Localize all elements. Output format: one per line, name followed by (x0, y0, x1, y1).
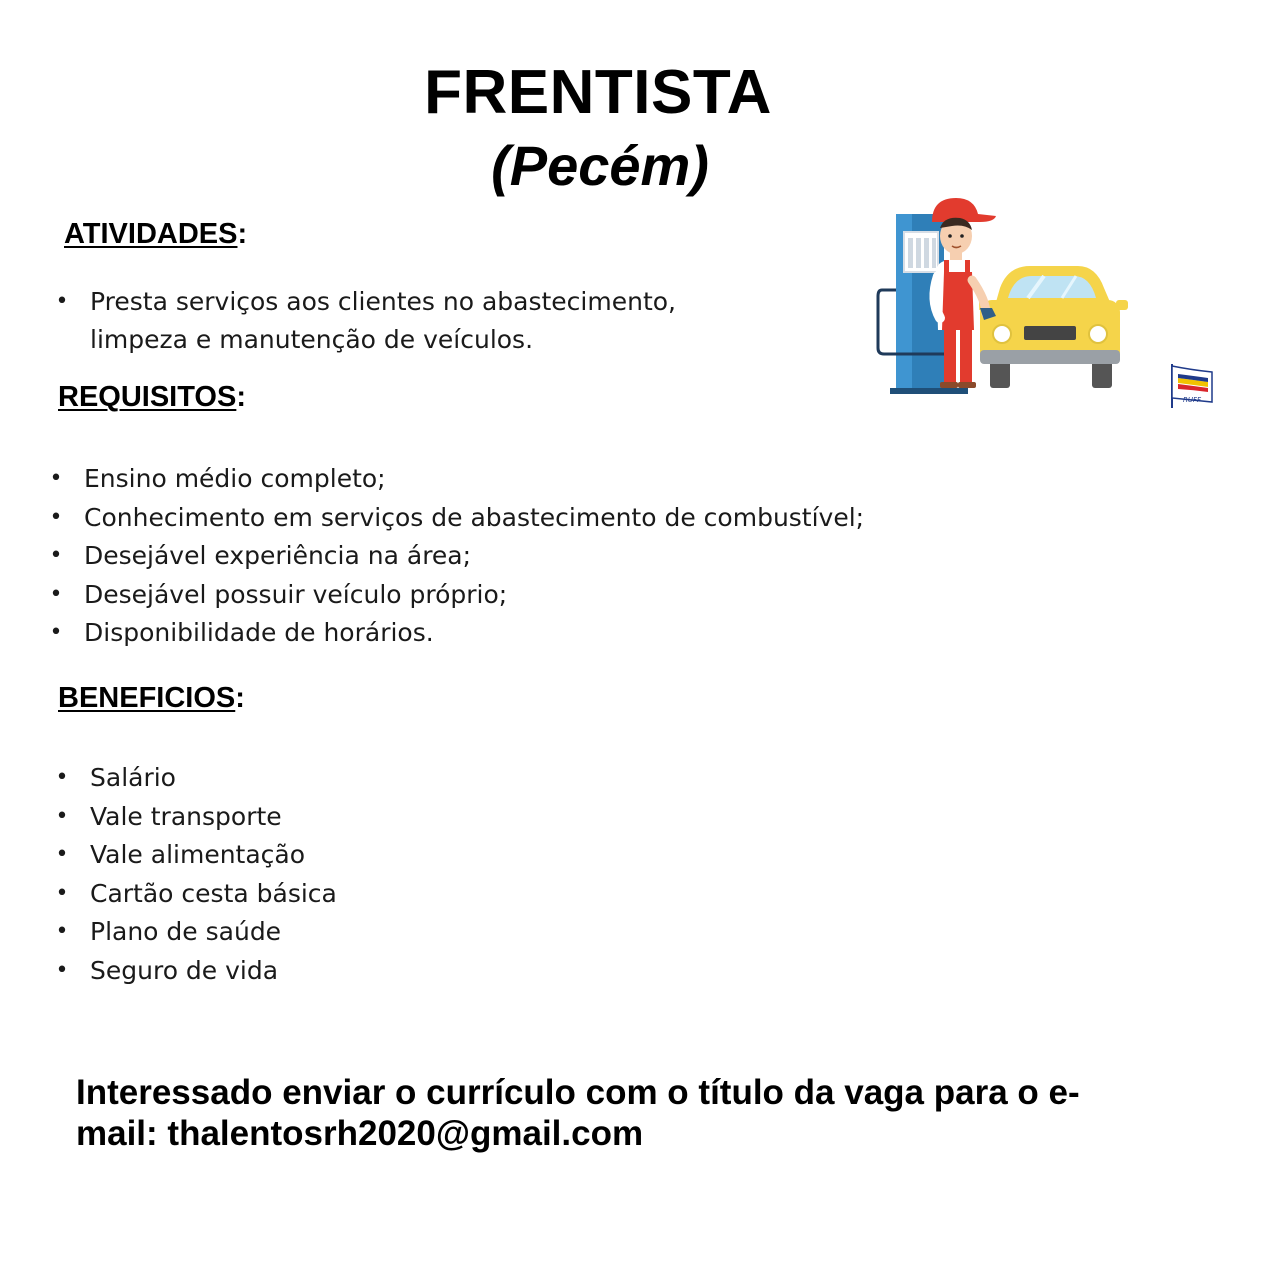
beneficios-heading-colon: : (235, 682, 245, 714)
requisito-text: Conhecimento em serviços de abastecimento de combustível; (84, 502, 865, 532)
beneficio-text: Seguro de vida (90, 955, 279, 985)
gas-station-attendant-illustration-icon (868, 190, 1138, 400)
bullet-icon: • (49, 620, 63, 645)
bullet-icon: • (55, 842, 69, 867)
list-item (54, 798, 554, 837)
page-title: FRENTISTA (424, 58, 772, 127)
beneficios-heading (58, 681, 245, 715)
requisito-text: Disponibilidade de horários. (84, 618, 434, 647)
requisito-text: Ensino médio completo; (84, 464, 386, 493)
beneficio-text: Vale alimentação (90, 840, 306, 869)
bullet-icon: • (55, 919, 69, 944)
bullet-icon: • (49, 504, 63, 530)
list-item (54, 913, 554, 952)
bullet-icon: • (49, 543, 63, 568)
list-item (54, 952, 554, 991)
beneficio-text: Salário (90, 763, 176, 792)
beneficios-heading-text: BENEFICIOS (58, 682, 236, 714)
atividades-heading-colon: : (237, 218, 248, 250)
bullet-icon: • (49, 581, 63, 607)
requisitos-heading-text: REQUISITOS (58, 381, 237, 413)
list-item (48, 614, 948, 653)
page-subtitle: (Pecém) (491, 134, 709, 197)
requisitos-list (48, 460, 948, 653)
list-item (48, 499, 948, 538)
atividades-heading (64, 217, 247, 251)
car-icon (972, 266, 1128, 388)
bullet-icon: • (55, 880, 69, 906)
bullet-icon: • (49, 466, 63, 491)
list-item (54, 836, 554, 875)
svg-text:RUFF: RUFF (1183, 396, 1202, 404)
bullet-icon: • (55, 957, 69, 983)
requisito-text: Desejável possuir veículo próprio; (84, 579, 508, 609)
contact-instructions (76, 1072, 1186, 1154)
beneficios-list (54, 759, 554, 990)
atividades-heading-text: ATIVIDADES (64, 218, 238, 250)
bullet-icon: • (55, 289, 69, 314)
requisitos-heading (58, 380, 246, 414)
list-item (48, 537, 948, 576)
list-item (54, 875, 554, 914)
list-item (48, 460, 948, 499)
company-flag-logo-icon (1166, 362, 1216, 412)
list-item (54, 759, 554, 798)
atividades-list (54, 283, 814, 359)
contact-line-1: Interessado enviar o currículo com o título da vaga para o e- (76, 1073, 1080, 1112)
requisitos-heading-colon: : (236, 381, 247, 413)
contact-line-2: mail: thalentosrh2020@gmail.com (76, 1114, 644, 1153)
list-item (54, 283, 814, 359)
beneficio-text: Vale transporte (90, 801, 282, 831)
bullet-icon: • (55, 765, 69, 790)
activity-line-1: Presta serviços aos clientes no abastecimento, (90, 287, 676, 316)
list-item (48, 576, 948, 615)
bullet-icon: • (55, 803, 69, 829)
beneficio-text: Plano de saúde (90, 917, 282, 946)
requisito-text: Desejável experiência na área; (84, 541, 472, 570)
activity-line-2: limpeza e manutenção de veículos. (90, 325, 534, 354)
beneficio-text: Cartão cesta básica (90, 878, 337, 908)
